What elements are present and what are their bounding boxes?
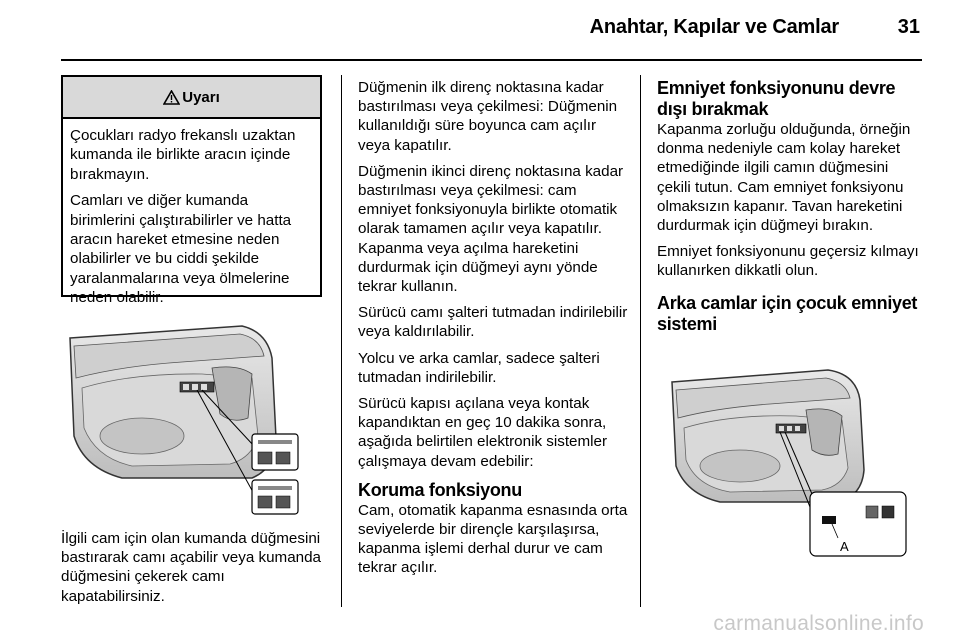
- body-paragraph: Sürücü camı şalteri tutmadan indirilebilir veya kaldırılabilir.: [358, 304, 628, 341]
- body-paragraph: Düğmenin ilk direnç noktasına kadar bastırılması veya çekilmesi: Düğmenin kullanıldığı süre boyunca cam açılır veya kapatılır.: [358, 79, 618, 154]
- warning-triangle-icon: [163, 90, 180, 105]
- section-heading: Koruma fonksiyonu: [358, 479, 522, 500]
- door-switch-illustration: [62, 318, 324, 518]
- body-paragraph: Emniyet fonksiyonunu geçersiz kılmayı kullanırken dikkatli olun.: [657, 243, 919, 280]
- warning-paragraph: Camları ve diğer kumanda birimlerini çalıştırabilirler ve hatta aracın hareket etmesine neden olabilirler ve bu ciddi şekilde yaralanmalarına veya ölmelerine neden olabilir.: [70, 192, 292, 307]
- header-divider: [61, 59, 922, 61]
- warning-box: [61, 75, 322, 307]
- column-divider-1: [341, 75, 342, 607]
- body-paragraph: Yolcu ve arka camlar, sadece şalteri tutmadan indirilebilir.: [358, 349, 600, 386]
- warning-paragraph: Çocukları radyo frekanslı uzaktan kumanda ile birlikte aracın içinde bırakmayın.: [70, 127, 296, 183]
- warning-body: [63, 119, 320, 308]
- body-paragraph: Düğmenin ikinci direnç noktasına kadar bastırılması veya çekilmesi: cam emniyet fonksiyonuyla birlikte otomatik olarak tamamen açılır veya kapatılır. Kapanma veya açılma hareketini durdurmak için düğmeyi aynı yönde tekrar kullanın.: [358, 162, 624, 296]
- body-paragraph: Cam, otomatik kapanma esnasında orta seviyelerde bir dirençle karşılaşırsa, kapanma işlemi derhal durur ve cam tekrar açılır.: [358, 501, 628, 577]
- column-divider-2: [640, 75, 641, 607]
- watermark: carmanualsonline.info: [713, 612, 924, 635]
- figure-label-a: A: [840, 539, 849, 554]
- left-caption: İlgili cam için olan kumanda düğmesini bastırarak camı açabilir veya kumanda düğmesini çekerek camı kapatabilirsiniz.: [61, 530, 321, 605]
- page-number: 31: [897, 16, 920, 38]
- warning-title: Uyarı: [182, 88, 220, 106]
- right-column-text: [657, 78, 919, 335]
- middle-column-text: [358, 78, 628, 578]
- warning-header: [63, 77, 320, 119]
- body-paragraph: Kapanma zorluğu olduğunda, örneğin donma nedeniyle cam kolay hareket etmediğinde ilgili camın düğmesini çekili tutun. Cam emniyet fonksiyonu olmaksızın kapanır. Tavan hareketini durdurmak için düğmeyi bırakın.: [657, 121, 911, 235]
- page-header-title: Anahtar, Kapılar ve Camlar: [589, 16, 839, 38]
- child-lock-illustration: [660, 360, 912, 560]
- section-heading: Emniyet fonksiyonunu devre dışı bırakmak: [657, 78, 896, 119]
- body-paragraph: Sürücü kapısı açılana veya kontak kapandıktan en geç 10 dakika sonra, aşağıda belirtilen elektronik sistemler çalışmaya devam edebilir:: [358, 395, 608, 470]
- section-heading: Arka camlar için çocuk emniyet sistemi: [657, 292, 918, 334]
